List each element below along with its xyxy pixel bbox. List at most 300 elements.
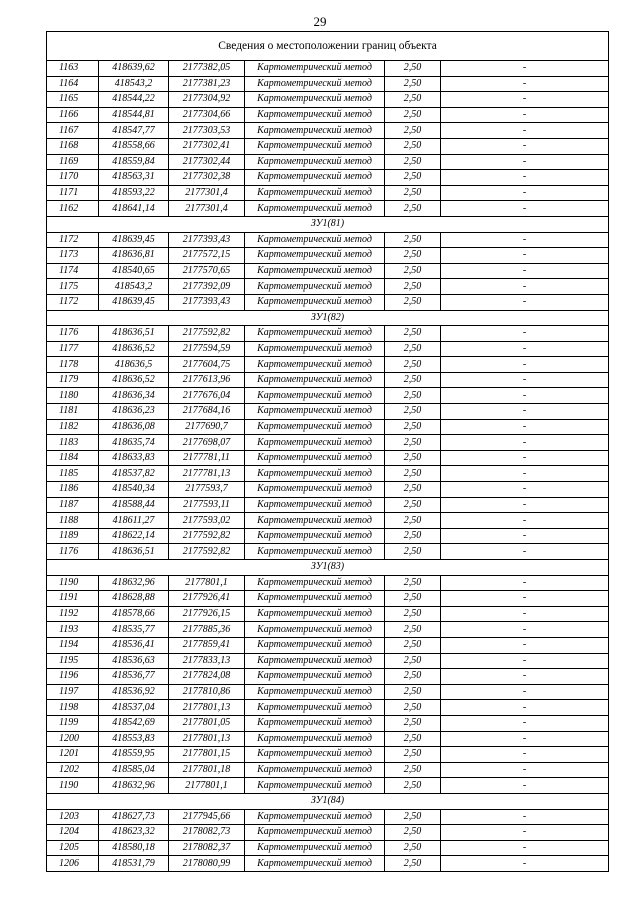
point-number-cell: 1176 xyxy=(47,544,99,560)
point-number-cell: 1186 xyxy=(47,482,99,498)
method-cell: Картометрический метод xyxy=(245,435,385,451)
table-row xyxy=(47,856,609,872)
section-header-row xyxy=(47,310,609,326)
x-coordinate-cell: 418543,2 xyxy=(99,76,169,92)
note-cell: - xyxy=(441,762,609,778)
note-cell: - xyxy=(441,591,609,607)
x-coordinate-cell: 418537,82 xyxy=(99,466,169,482)
note-cell: - xyxy=(441,123,609,139)
x-coordinate-cell: 418540,65 xyxy=(99,263,169,279)
method-cell: Картометрический метод xyxy=(245,326,385,342)
table-row xyxy=(47,92,609,108)
accuracy-cell: 2,50 xyxy=(385,762,441,778)
accuracy-cell: 2,50 xyxy=(385,669,441,685)
method-cell: Картометрический метод xyxy=(245,825,385,841)
method-cell: Картометрический метод xyxy=(245,653,385,669)
accuracy-cell: 2,50 xyxy=(385,653,441,669)
y-coordinate-cell: 2177801,1 xyxy=(169,575,245,591)
method-cell: Картометрический метод xyxy=(245,294,385,310)
accuracy-cell: 2,50 xyxy=(385,622,441,638)
accuracy-cell: 2,50 xyxy=(385,61,441,77)
point-number-cell: 1166 xyxy=(47,107,99,123)
method-cell: Картометрический метод xyxy=(245,762,385,778)
table-row xyxy=(47,591,609,607)
accuracy-cell: 2,50 xyxy=(385,154,441,170)
method-cell: Картометрический метод xyxy=(245,170,385,186)
note-cell: - xyxy=(441,263,609,279)
y-coordinate-cell: 2177690,7 xyxy=(169,419,245,435)
accuracy-cell: 2,50 xyxy=(385,201,441,217)
x-coordinate-cell: 418563,31 xyxy=(99,170,169,186)
note-cell: - xyxy=(441,170,609,186)
y-coordinate-cell: 2177676,04 xyxy=(169,388,245,404)
note-cell: - xyxy=(441,856,609,872)
note-cell: - xyxy=(441,700,609,716)
x-coordinate-cell: 418553,83 xyxy=(99,731,169,747)
accuracy-cell: 2,50 xyxy=(385,684,441,700)
table-row xyxy=(47,778,609,794)
table-row xyxy=(47,544,609,560)
x-coordinate-cell: 418639,45 xyxy=(99,294,169,310)
method-cell: Картометрический метод xyxy=(245,419,385,435)
x-coordinate-cell: 418537,04 xyxy=(99,700,169,716)
point-number-cell: 1195 xyxy=(47,653,99,669)
table-row xyxy=(47,715,609,731)
point-number-cell: 1167 xyxy=(47,123,99,139)
note-cell: - xyxy=(441,372,609,388)
point-number-cell: 1204 xyxy=(47,825,99,841)
x-coordinate-cell: 418547,77 xyxy=(99,123,169,139)
method-cell: Картометрический метод xyxy=(245,497,385,513)
x-coordinate-cell: 418636,34 xyxy=(99,388,169,404)
accuracy-cell: 2,50 xyxy=(385,138,441,154)
accuracy-cell: 2,50 xyxy=(385,731,441,747)
x-coordinate-cell: 418632,96 xyxy=(99,778,169,794)
boundary-coordinates-table xyxy=(46,31,609,872)
accuracy-cell: 2,50 xyxy=(385,825,441,841)
y-coordinate-cell: 2177302,38 xyxy=(169,170,245,186)
x-coordinate-cell: 418636,08 xyxy=(99,419,169,435)
point-number-cell: 1190 xyxy=(47,575,99,591)
y-coordinate-cell: 2177301,4 xyxy=(169,201,245,217)
table-row xyxy=(47,622,609,638)
y-coordinate-cell: 2177859,41 xyxy=(169,637,245,653)
point-number-cell: 1182 xyxy=(47,419,99,435)
accuracy-cell: 2,50 xyxy=(385,326,441,342)
y-coordinate-cell: 2177885,36 xyxy=(169,622,245,638)
table-row xyxy=(47,76,609,92)
x-coordinate-cell: 418544,22 xyxy=(99,92,169,108)
page-number: 29 xyxy=(313,14,327,29)
point-number-cell: 1164 xyxy=(47,76,99,92)
table-row xyxy=(47,372,609,388)
section-header-row xyxy=(47,793,609,809)
note-cell: - xyxy=(441,497,609,513)
x-coordinate-cell: 418622,14 xyxy=(99,528,169,544)
y-coordinate-cell: 2177801,1 xyxy=(169,778,245,794)
y-coordinate-cell: 2177393,43 xyxy=(169,294,245,310)
y-coordinate-cell: 2177392,09 xyxy=(169,279,245,295)
note-cell: - xyxy=(441,684,609,700)
note-cell: - xyxy=(441,61,609,77)
method-cell: Картометрический метод xyxy=(245,76,385,92)
method-cell: Картометрический метод xyxy=(245,700,385,716)
point-number-cell: 1201 xyxy=(47,747,99,763)
table-title-row xyxy=(47,32,609,61)
note-cell: - xyxy=(441,606,609,622)
note-cell: - xyxy=(441,154,609,170)
x-coordinate-cell: 418558,66 xyxy=(99,138,169,154)
accuracy-cell: 2,50 xyxy=(385,76,441,92)
note-cell: - xyxy=(441,809,609,825)
method-cell: Картометрический метод xyxy=(245,372,385,388)
point-number-cell: 1184 xyxy=(47,450,99,466)
note-cell: - xyxy=(441,248,609,264)
note-cell: - xyxy=(441,731,609,747)
y-coordinate-cell: 2177393,43 xyxy=(169,232,245,248)
point-number-cell: 1177 xyxy=(47,341,99,357)
x-coordinate-cell: 418636,23 xyxy=(99,404,169,420)
y-coordinate-cell: 2177570,65 xyxy=(169,263,245,279)
table-row xyxy=(47,107,609,123)
point-number-cell: 1192 xyxy=(47,606,99,622)
method-cell: Картометрический метод xyxy=(245,138,385,154)
point-number-cell: 1206 xyxy=(47,856,99,872)
y-coordinate-cell: 2177592,82 xyxy=(169,528,245,544)
note-cell: - xyxy=(441,825,609,841)
point-number-cell: 1181 xyxy=(47,404,99,420)
table-row xyxy=(47,154,609,170)
point-number-cell: 1178 xyxy=(47,357,99,373)
x-coordinate-cell: 418559,84 xyxy=(99,154,169,170)
method-cell: Картометрический метод xyxy=(245,684,385,700)
note-cell: - xyxy=(441,357,609,373)
accuracy-cell: 2,50 xyxy=(385,544,441,560)
accuracy-cell: 2,50 xyxy=(385,637,441,653)
point-number-cell: 1183 xyxy=(47,435,99,451)
accuracy-cell: 2,50 xyxy=(385,248,441,264)
point-number-cell: 1193 xyxy=(47,622,99,638)
method-cell: Картометрический метод xyxy=(245,248,385,264)
method-cell: Картометрический метод xyxy=(245,185,385,201)
x-coordinate-cell: 418639,45 xyxy=(99,232,169,248)
note-cell: - xyxy=(441,404,609,420)
x-coordinate-cell: 418580,18 xyxy=(99,840,169,856)
point-number-cell: 1175 xyxy=(47,279,99,295)
note-cell: - xyxy=(441,232,609,248)
x-coordinate-cell: 418536,77 xyxy=(99,669,169,685)
x-coordinate-cell: 418636,51 xyxy=(99,544,169,560)
table-row xyxy=(47,653,609,669)
accuracy-cell: 2,50 xyxy=(385,123,441,139)
note-cell: - xyxy=(441,419,609,435)
method-cell: Картометрический метод xyxy=(245,450,385,466)
table-row xyxy=(47,388,609,404)
y-coordinate-cell: 2177593,02 xyxy=(169,513,245,529)
table-row xyxy=(47,575,609,591)
accuracy-cell: 2,50 xyxy=(385,606,441,622)
table-row xyxy=(47,232,609,248)
table-row xyxy=(47,248,609,264)
note-cell: - xyxy=(441,450,609,466)
point-number-cell: 1199 xyxy=(47,715,99,731)
accuracy-cell: 2,50 xyxy=(385,294,441,310)
note-cell: - xyxy=(441,513,609,529)
table-row xyxy=(47,825,609,841)
y-coordinate-cell: 2177604,75 xyxy=(169,357,245,373)
y-coordinate-cell: 2177801,15 xyxy=(169,747,245,763)
method-cell: Картометрический метод xyxy=(245,528,385,544)
table-row xyxy=(47,170,609,186)
method-cell: Картометрический метод xyxy=(245,544,385,560)
x-coordinate-cell: 418636,5 xyxy=(99,357,169,373)
table-row xyxy=(47,482,609,498)
accuracy-cell: 2,50 xyxy=(385,232,441,248)
method-cell: Картометрический метод xyxy=(245,778,385,794)
table-row xyxy=(47,513,609,529)
note-cell: - xyxy=(441,76,609,92)
point-number-cell: 1172 xyxy=(47,294,99,310)
x-coordinate-cell: 418641,14 xyxy=(99,201,169,217)
point-number-cell: 1190 xyxy=(47,778,99,794)
y-coordinate-cell: 2177304,66 xyxy=(169,107,245,123)
x-coordinate-cell: 418633,83 xyxy=(99,450,169,466)
y-coordinate-cell: 2177801,05 xyxy=(169,715,245,731)
x-coordinate-cell: 418531,79 xyxy=(99,856,169,872)
note-cell: - xyxy=(441,669,609,685)
point-number-cell: 1200 xyxy=(47,731,99,747)
note-cell: - xyxy=(441,185,609,201)
y-coordinate-cell: 2177824,08 xyxy=(169,669,245,685)
note-cell: - xyxy=(441,653,609,669)
point-number-cell: 1171 xyxy=(47,185,99,201)
method-cell: Картометрический метод xyxy=(245,856,385,872)
note-cell: - xyxy=(441,107,609,123)
x-coordinate-cell: 418628,88 xyxy=(99,591,169,607)
point-number-cell: 1185 xyxy=(47,466,99,482)
x-coordinate-cell: 418544,81 xyxy=(99,107,169,123)
method-cell: Картометрический метод xyxy=(245,107,385,123)
point-number-cell: 1168 xyxy=(47,138,99,154)
point-number-cell: 1173 xyxy=(47,248,99,264)
note-cell: - xyxy=(441,294,609,310)
point-number-cell: 1176 xyxy=(47,326,99,342)
table-row xyxy=(47,326,609,342)
method-cell: Картометрический метод xyxy=(245,154,385,170)
method-cell: Картометрический метод xyxy=(245,637,385,653)
accuracy-cell: 2,50 xyxy=(385,715,441,731)
note-cell: - xyxy=(441,637,609,653)
accuracy-cell: 2,50 xyxy=(385,450,441,466)
table-row xyxy=(47,185,609,201)
x-coordinate-cell: 418559,95 xyxy=(99,747,169,763)
table-row xyxy=(47,606,609,622)
accuracy-cell: 2,50 xyxy=(385,528,441,544)
y-coordinate-cell: 2177945,66 xyxy=(169,809,245,825)
x-coordinate-cell: 418585,04 xyxy=(99,762,169,778)
y-coordinate-cell: 2178082,37 xyxy=(169,840,245,856)
table-row xyxy=(47,279,609,295)
table-row xyxy=(47,435,609,451)
x-coordinate-cell: 418636,52 xyxy=(99,341,169,357)
x-coordinate-cell: 418535,77 xyxy=(99,622,169,638)
note-cell: - xyxy=(441,778,609,794)
method-cell: Картометрический метод xyxy=(245,341,385,357)
accuracy-cell: 2,50 xyxy=(385,341,441,357)
accuracy-cell: 2,50 xyxy=(385,357,441,373)
point-number-cell: 1198 xyxy=(47,700,99,716)
accuracy-cell: 2,50 xyxy=(385,388,441,404)
y-coordinate-cell: 2178080,99 xyxy=(169,856,245,872)
method-cell: Картометрический метод xyxy=(245,747,385,763)
table-row xyxy=(47,450,609,466)
y-coordinate-cell: 2177594,59 xyxy=(169,341,245,357)
x-coordinate-cell: 418578,66 xyxy=(99,606,169,622)
section-label: ЗУ1(84) xyxy=(47,793,609,809)
method-cell: Картометрический метод xyxy=(245,61,385,77)
note-cell: - xyxy=(441,341,609,357)
note-cell: - xyxy=(441,575,609,591)
accuracy-cell: 2,50 xyxy=(385,435,441,451)
accuracy-cell: 2,50 xyxy=(385,513,441,529)
method-cell: Картометрический метод xyxy=(245,513,385,529)
x-coordinate-cell: 418540,34 xyxy=(99,482,169,498)
accuracy-cell: 2,50 xyxy=(385,92,441,108)
point-number-cell: 1197 xyxy=(47,684,99,700)
note-cell: - xyxy=(441,544,609,560)
accuracy-cell: 2,50 xyxy=(385,466,441,482)
table-row xyxy=(47,747,609,763)
table-row xyxy=(47,404,609,420)
accuracy-cell: 2,50 xyxy=(385,700,441,716)
table-row xyxy=(47,497,609,513)
accuracy-cell: 2,50 xyxy=(385,497,441,513)
point-number-cell: 1172 xyxy=(47,232,99,248)
x-coordinate-cell: 418636,52 xyxy=(99,372,169,388)
point-number-cell: 1189 xyxy=(47,528,99,544)
method-cell: Картометрический метод xyxy=(245,123,385,139)
note-cell: - xyxy=(441,138,609,154)
point-number-cell: 1191 xyxy=(47,591,99,607)
accuracy-cell: 2,50 xyxy=(385,107,441,123)
section-label: ЗУ1(83) xyxy=(47,560,609,576)
y-coordinate-cell: 2177613,96 xyxy=(169,372,245,388)
y-coordinate-cell: 2177304,92 xyxy=(169,92,245,108)
x-coordinate-cell: 418636,81 xyxy=(99,248,169,264)
point-number-cell: 1194 xyxy=(47,637,99,653)
table-row xyxy=(47,419,609,435)
y-coordinate-cell: 2177302,41 xyxy=(169,138,245,154)
method-cell: Картометрический метод xyxy=(245,482,385,498)
accuracy-cell: 2,50 xyxy=(385,575,441,591)
table-row xyxy=(47,138,609,154)
note-cell: - xyxy=(441,715,609,731)
y-coordinate-cell: 2177781,11 xyxy=(169,450,245,466)
y-coordinate-cell: 2177926,41 xyxy=(169,591,245,607)
note-cell: - xyxy=(441,388,609,404)
table-row xyxy=(47,294,609,310)
method-cell: Картометрический метод xyxy=(245,263,385,279)
method-cell: Картометрический метод xyxy=(245,279,385,295)
x-coordinate-cell: 418588,44 xyxy=(99,497,169,513)
x-coordinate-cell: 418639,62 xyxy=(99,61,169,77)
note-cell: - xyxy=(441,466,609,482)
table-row xyxy=(47,731,609,747)
y-coordinate-cell: 2177382,05 xyxy=(169,61,245,77)
note-cell: - xyxy=(441,747,609,763)
note-cell: - xyxy=(441,840,609,856)
y-coordinate-cell: 2177698,07 xyxy=(169,435,245,451)
x-coordinate-cell: 418543,2 xyxy=(99,279,169,295)
y-coordinate-cell: 2177303,53 xyxy=(169,123,245,139)
note-cell: - xyxy=(441,528,609,544)
table-row xyxy=(47,700,609,716)
table-row xyxy=(47,762,609,778)
method-cell: Картометрический метод xyxy=(245,840,385,856)
accuracy-cell: 2,50 xyxy=(385,404,441,420)
point-number-cell: 1165 xyxy=(47,92,99,108)
method-cell: Картометрический метод xyxy=(245,715,385,731)
table-row xyxy=(47,123,609,139)
accuracy-cell: 2,50 xyxy=(385,809,441,825)
y-coordinate-cell: 2177833,13 xyxy=(169,653,245,669)
accuracy-cell: 2,50 xyxy=(385,856,441,872)
method-cell: Картометрический метод xyxy=(245,232,385,248)
point-number-cell: 1188 xyxy=(47,513,99,529)
point-number-cell: 1203 xyxy=(47,809,99,825)
y-coordinate-cell: 2177684,16 xyxy=(169,404,245,420)
note-cell: - xyxy=(441,326,609,342)
method-cell: Картометрический метод xyxy=(245,575,385,591)
table-row xyxy=(47,357,609,373)
method-cell: Картометрический метод xyxy=(245,357,385,373)
point-number-cell: 1179 xyxy=(47,372,99,388)
table-title: Сведения о местоположении границ объекта xyxy=(47,32,609,61)
accuracy-cell: 2,50 xyxy=(385,591,441,607)
section-header-row xyxy=(47,560,609,576)
method-cell: Картометрический метод xyxy=(245,669,385,685)
note-cell: - xyxy=(441,279,609,295)
y-coordinate-cell: 2177926,15 xyxy=(169,606,245,622)
x-coordinate-cell: 418542,69 xyxy=(99,715,169,731)
point-number-cell: 1174 xyxy=(47,263,99,279)
x-coordinate-cell: 418636,51 xyxy=(99,326,169,342)
method-cell: Картометрический метод xyxy=(245,731,385,747)
method-cell: Картометрический метод xyxy=(245,809,385,825)
note-cell: - xyxy=(441,92,609,108)
accuracy-cell: 2,50 xyxy=(385,279,441,295)
section-label: ЗУ1(82) xyxy=(47,310,609,326)
table-row xyxy=(47,263,609,279)
point-number-cell: 1202 xyxy=(47,762,99,778)
method-cell: Картометрический метод xyxy=(245,92,385,108)
point-number-cell: 1170 xyxy=(47,170,99,186)
table-row xyxy=(47,466,609,482)
table-row xyxy=(47,637,609,653)
accuracy-cell: 2,50 xyxy=(385,482,441,498)
note-cell: - xyxy=(441,435,609,451)
method-cell: Картометрический метод xyxy=(245,591,385,607)
y-coordinate-cell: 2177592,82 xyxy=(169,326,245,342)
method-cell: Картометрический метод xyxy=(245,388,385,404)
x-coordinate-cell: 418635,74 xyxy=(99,435,169,451)
method-cell: Картометрический метод xyxy=(245,622,385,638)
y-coordinate-cell: 2177781,13 xyxy=(169,466,245,482)
method-cell: Картометрический метод xyxy=(245,404,385,420)
method-cell: Картометрический метод xyxy=(245,606,385,622)
table-row xyxy=(47,669,609,685)
x-coordinate-cell: 418536,41 xyxy=(99,637,169,653)
